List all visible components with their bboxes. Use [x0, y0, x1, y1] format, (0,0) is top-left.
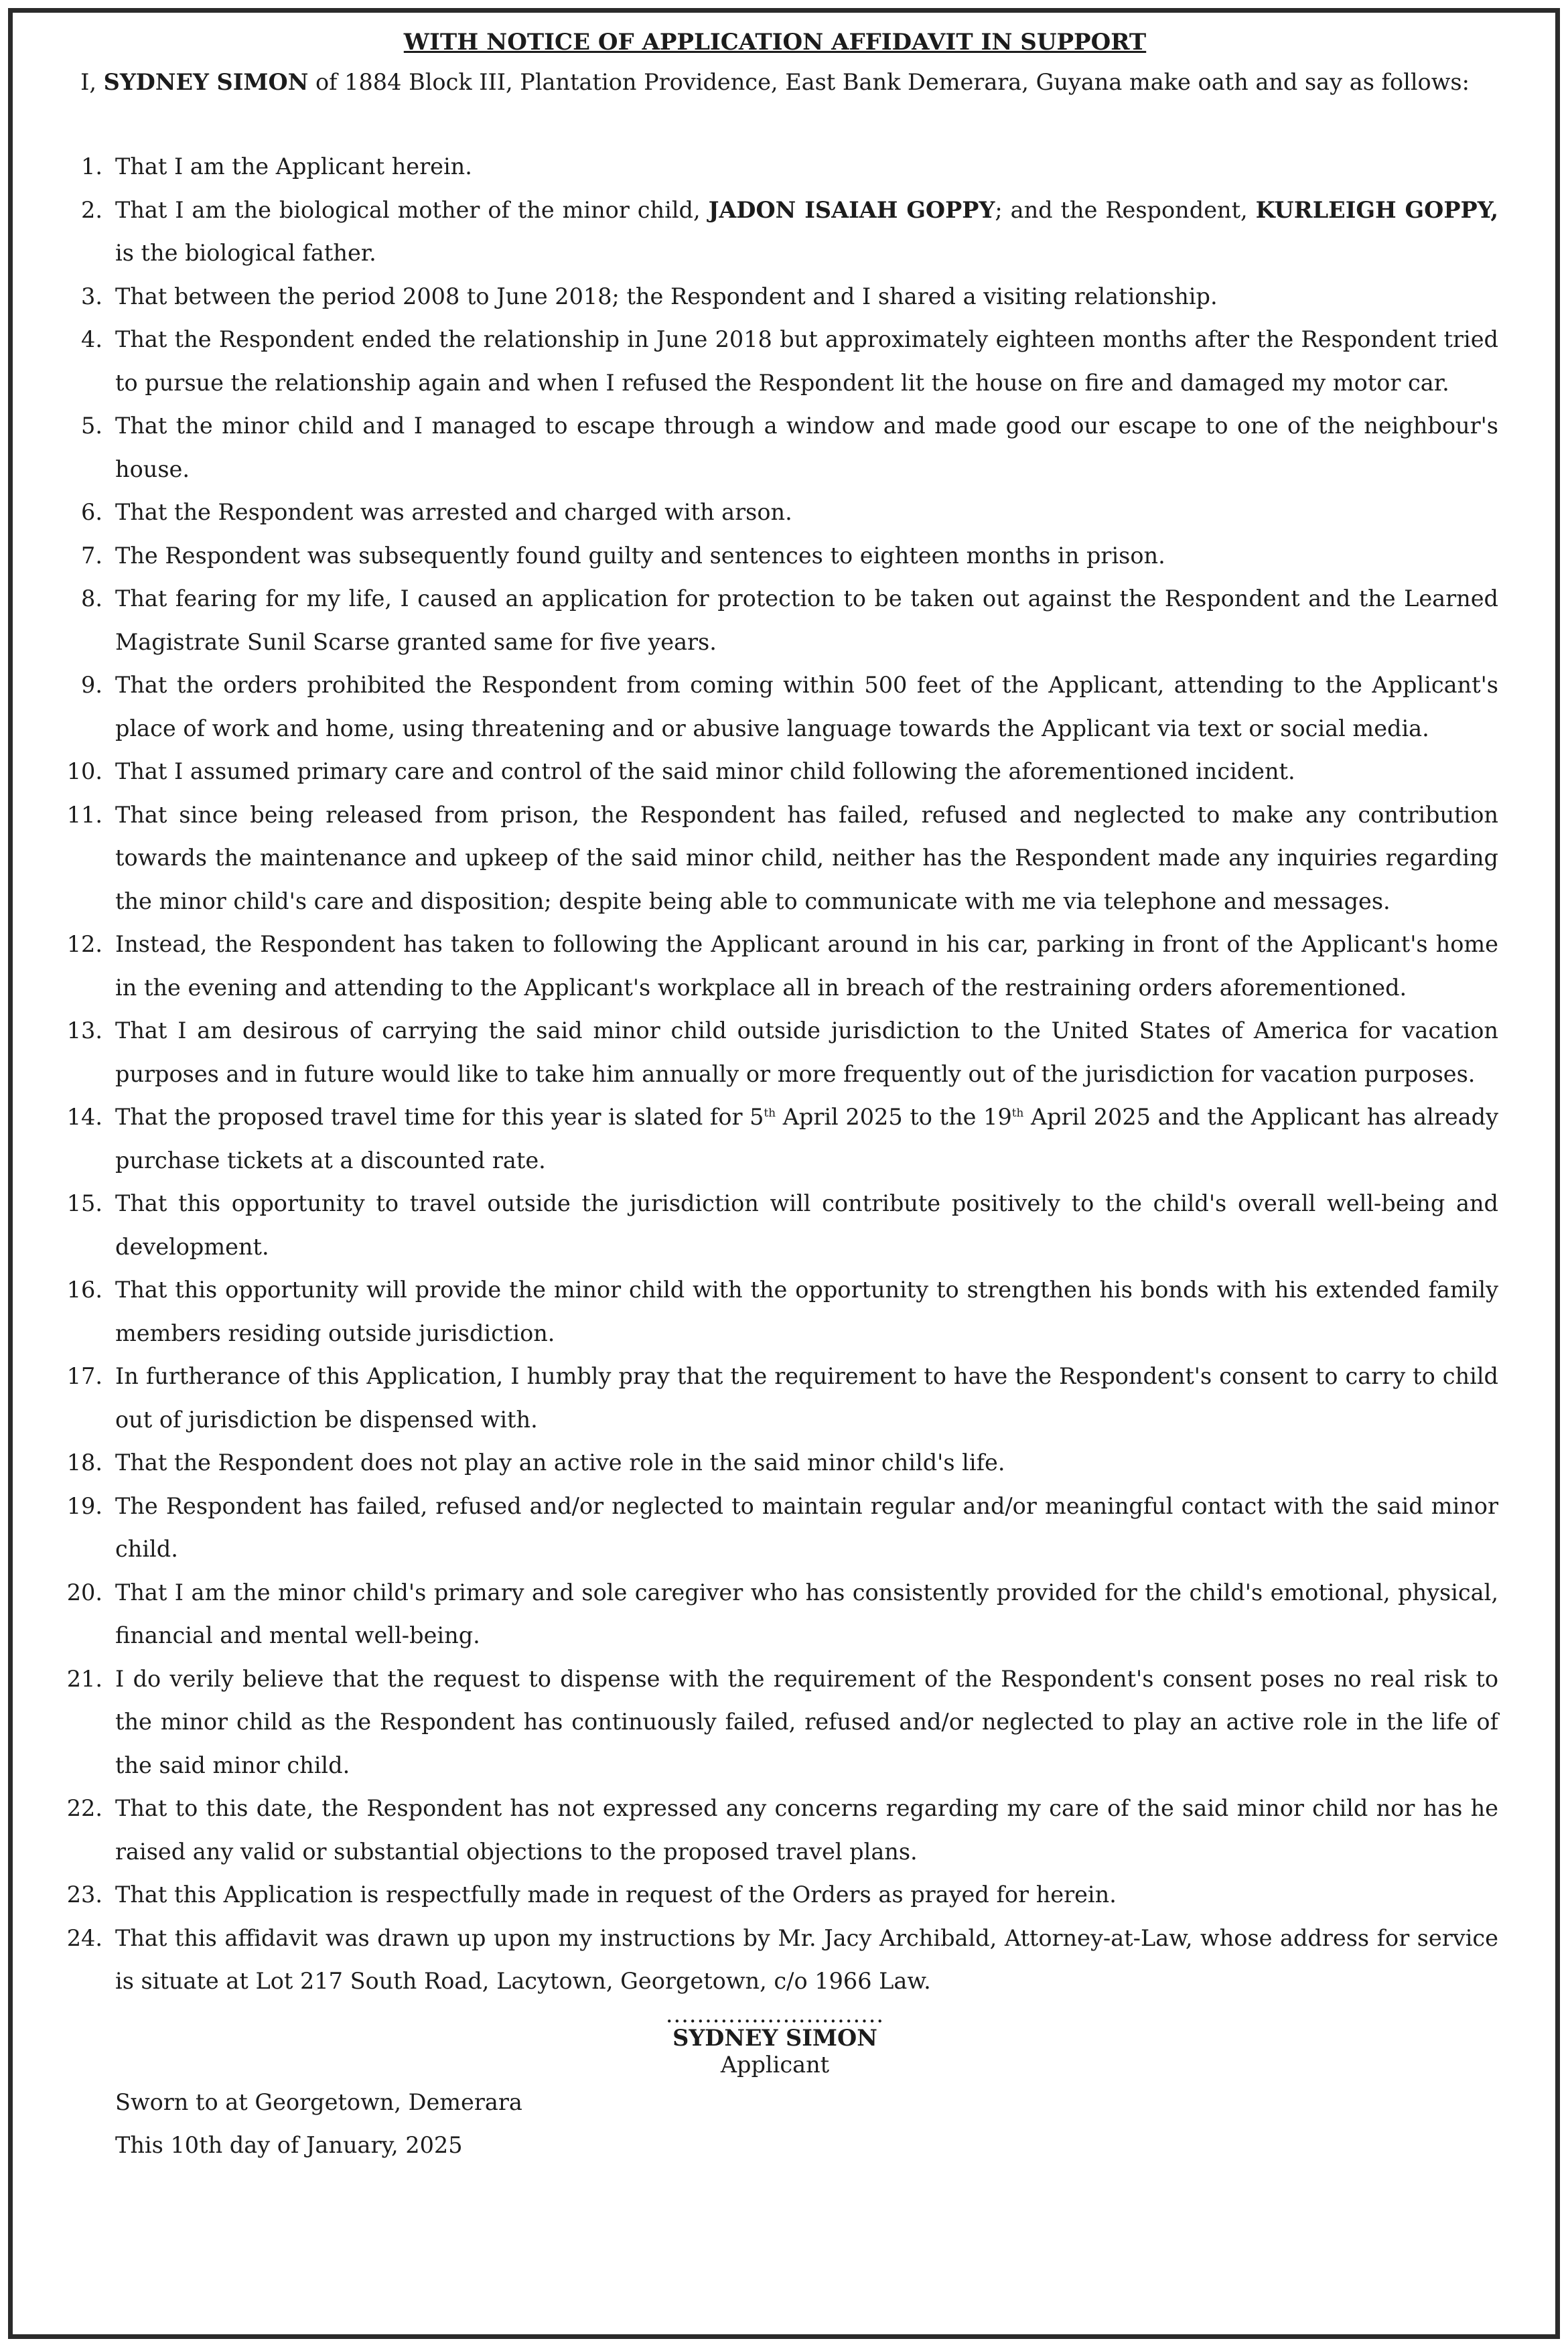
applicant-name: SYDNEY SIMON [103, 69, 309, 95]
paragraph-text: The Respondent was subsequently found guilty and sentences to eighteen months in prison. [115, 542, 1165, 569]
paragraph-number: 6. [81, 499, 102, 525]
paragraph-text: That I am the minor child's primary and sole caregiver who has consistently provided for the child's emotional, physical, financial and mental well-being. [115, 1579, 1498, 1648]
paragraph-text: That I am desirous of carrying the said minor child outside jurisdiction to the United States of America for vacation purposes and in future would like to take him annually or more frequently out of the jurisdiction for vacation purposes. [115, 1017, 1498, 1087]
child-name: JADON ISAIAH GOPPY [708, 196, 995, 223]
document-title: WITH NOTICE OF APPLICATION AFFIDAVIT IN SUPPORT [403, 29, 1147, 56]
paragraph-text: ; and the Respondent, [995, 196, 1256, 223]
paragraph-number: 16. [66, 1277, 102, 1303]
paragraph-7 [52, 535, 1498, 578]
paragraph-number: 5. [81, 413, 102, 439]
paragraph-17 [52, 1355, 1498, 1441]
ordinal-suffix: th [764, 1105, 776, 1119]
paragraph-number: 7. [81, 542, 102, 569]
paragraph-6 [52, 491, 1498, 535]
paragraph-16 [52, 1269, 1498, 1355]
paragraph-21 [52, 1658, 1498, 1788]
intro-prefix: I, [80, 69, 104, 95]
ordinal-suffix: th [1011, 1105, 1024, 1119]
paragraph-22 [52, 1787, 1498, 1873]
paragraph-text: That this Application is respectfully made in request of the Orders as prayed for herein. [115, 1881, 1117, 1908]
paragraph-20 [52, 1571, 1498, 1658]
intro-rest: of 1884 Block III, Plantation Providence, East Bank Demerara, Guyana make oath and say as follows: [308, 69, 1470, 95]
paragraph-5 [52, 405, 1498, 491]
affidavit-document [52, 23, 1498, 2167]
paragraph-text: That the Respondent does not play an active role in the said minor child's life. [115, 1449, 1005, 1476]
paragraph-text: Instead, the Respondent has taken to following the Applicant around in his car, parking in front of the Applicant's home in the evening and attending to the Applicant's workplace all in breach of the restraining orders aforementioned. [115, 931, 1498, 1001]
paragraph-number: 13. [66, 1017, 102, 1044]
paragraph-list [52, 145, 1498, 2003]
paragraph-14 [52, 1096, 1498, 1182]
paragraph-24 [52, 1917, 1498, 2003]
paragraph-1 [52, 145, 1498, 189]
paragraph-number: 4. [81, 326, 102, 352]
jurat-place: Sworn to at Georgetown, Demerara [115, 2088, 522, 2115]
paragraph-number: 11. [66, 801, 102, 828]
jurat-date: This 10th day of January, 2025 [115, 2131, 463, 2158]
paragraph-number: 15. [66, 1190, 102, 1216]
paragraph-8 [52, 577, 1498, 664]
paragraph-15 [52, 1182, 1498, 1269]
paragraph-text: That since being released from prison, the Respondent has failed, refused and neglected to make any contribution towards the maintenance and upkeep of the said minor child, neither has the Respondent made any inquiries regarding the minor child's care and disposition; despite being able to communicate with me via telephone and messages. [115, 801, 1498, 914]
paragraph-number: 10. [66, 758, 102, 784]
paragraph-text: That I am the Applicant herein. [115, 153, 472, 180]
paragraph-number: 24. [66, 1924, 102, 1951]
paragraph-text: That this affidavit was drawn up upon my instructions by Mr. Jacy Archibald, Attorney-at-Law, whose address for service is situate at Lot 217 South Road, Lacytown, Georgetown, c/o 1966 Law. [115, 1924, 1498, 1994]
paragraph-number: 1. [81, 153, 102, 180]
paragraph-19 [52, 1485, 1498, 1571]
paragraph-number: 14. [66, 1104, 102, 1130]
signatory-role: Applicant [720, 2051, 830, 2078]
paragraph-text: I do verily believe that the request to dispense with the requirement of the Respondent's consent poses no real risk to the minor child as the Respondent has continuously failed, refused and/or neglected to play an active role in the life of the said minor child. [115, 1665, 1498, 1778]
paragraph-text: That fearing for my life, I caused an application for protection to be taken out against the Respondent and the Learned Magistrate Sunil Scarse granted same for five years. [115, 585, 1498, 655]
paragraph-text: That the Respondent was arrested and charged with arson. [115, 499, 792, 525]
paragraph-text: The Respondent has failed, refused and/or neglected to maintain regular and/or meaningful contact with the said minor child. [115, 1492, 1498, 1562]
document-frame [8, 8, 1560, 2339]
paragraph-number: 9. [81, 672, 102, 698]
paragraph-text: That this opportunity will provide the minor child with the opportunity to strengthen his bonds with his extended family members residing outside jurisdiction. [115, 1277, 1498, 1346]
jurat-block [115, 2081, 1498, 2167]
paragraph-text: That between the period 2008 to June 2018; the Respondent and I shared a visiting relationship. [115, 283, 1218, 309]
paragraph-number: 17. [66, 1363, 102, 1389]
paragraph-number: 12. [66, 931, 102, 957]
paragraph-text: April 2025 and the Applicant has already purchase tickets at a discounted rate. [115, 1104, 1498, 1174]
signature-block [52, 2001, 1498, 2078]
paragraph-number: 8. [81, 585, 102, 612]
intro-paragraph [52, 61, 1498, 104]
paragraph-text: That I am the biological mother of the minor child, [115, 196, 709, 223]
paragraph-3 [52, 275, 1498, 319]
paragraph-11 [52, 794, 1498, 924]
paragraph-number: 20. [66, 1579, 102, 1606]
paragraph-text: April 2025 to the 19 [776, 1104, 1012, 1130]
paragraph-4 [52, 318, 1498, 405]
paragraph-text: That to this date, the Respondent has not expressed any concerns regarding my care of the said minor child nor has he raised any valid or substantial objections to the proposed travel plans. [115, 1795, 1498, 1865]
paragraph-number: 22. [66, 1795, 102, 1821]
paragraph-text: That the Respondent ended the relationship in June 2018 but approximately eighteen months after the Respondent tried to pursue the relationship again and when I refused the Respondent lit the house on fire and damaged my motor car. [115, 326, 1498, 396]
paragraph-text: That the minor child and I managed to escape through a window and made good our escape to one of the neighbour's house. [115, 413, 1498, 482]
paragraph-18 [52, 1441, 1498, 1485]
signature-line: ............................ [665, 2001, 885, 2028]
paragraph-9 [52, 664, 1498, 750]
paragraph-23 [52, 1873, 1498, 1917]
paragraph-text: That the orders prohibited the Respondent from coming within 500 feet of the Applicant, attending to the Applicant's place of work and home, using threatening and or abusive language towards the Applicant via text or social media. [115, 672, 1498, 741]
respondent-name: KURLEIGH GOPPY, [1255, 196, 1498, 223]
paragraph-10 [52, 750, 1498, 794]
paragraph-text: is the biological father. [115, 240, 376, 266]
paragraph-number: 2. [81, 196, 102, 223]
paragraph-number: 18. [66, 1449, 102, 1476]
paragraph-text: That the proposed travel time for this year is slated for 5 [115, 1104, 764, 1130]
paragraph-text: In furtherance of this Application, I humbly pray that the requirement to have the Respondent's consent to carry to child out of jurisdiction be dispensed with. [115, 1363, 1498, 1433]
paragraph-text: That I assumed primary care and control of the said minor child following the aforementioned incident. [115, 758, 1295, 784]
paragraph-number: 21. [66, 1665, 102, 1692]
paragraph-number: 23. [66, 1881, 102, 1908]
paragraph-number: 3. [81, 283, 102, 309]
paragraph-13 [52, 1009, 1498, 1096]
paragraph-2 [52, 189, 1498, 275]
paragraph-12 [52, 923, 1498, 1009]
paragraph-text: That this opportunity to travel outside the jurisdiction will contribute positively to the child's overall well-being and development. [115, 1190, 1498, 1260]
paragraph-number: 19. [66, 1492, 102, 1519]
signatory-name: SYDNEY SIMON [672, 2024, 877, 2051]
